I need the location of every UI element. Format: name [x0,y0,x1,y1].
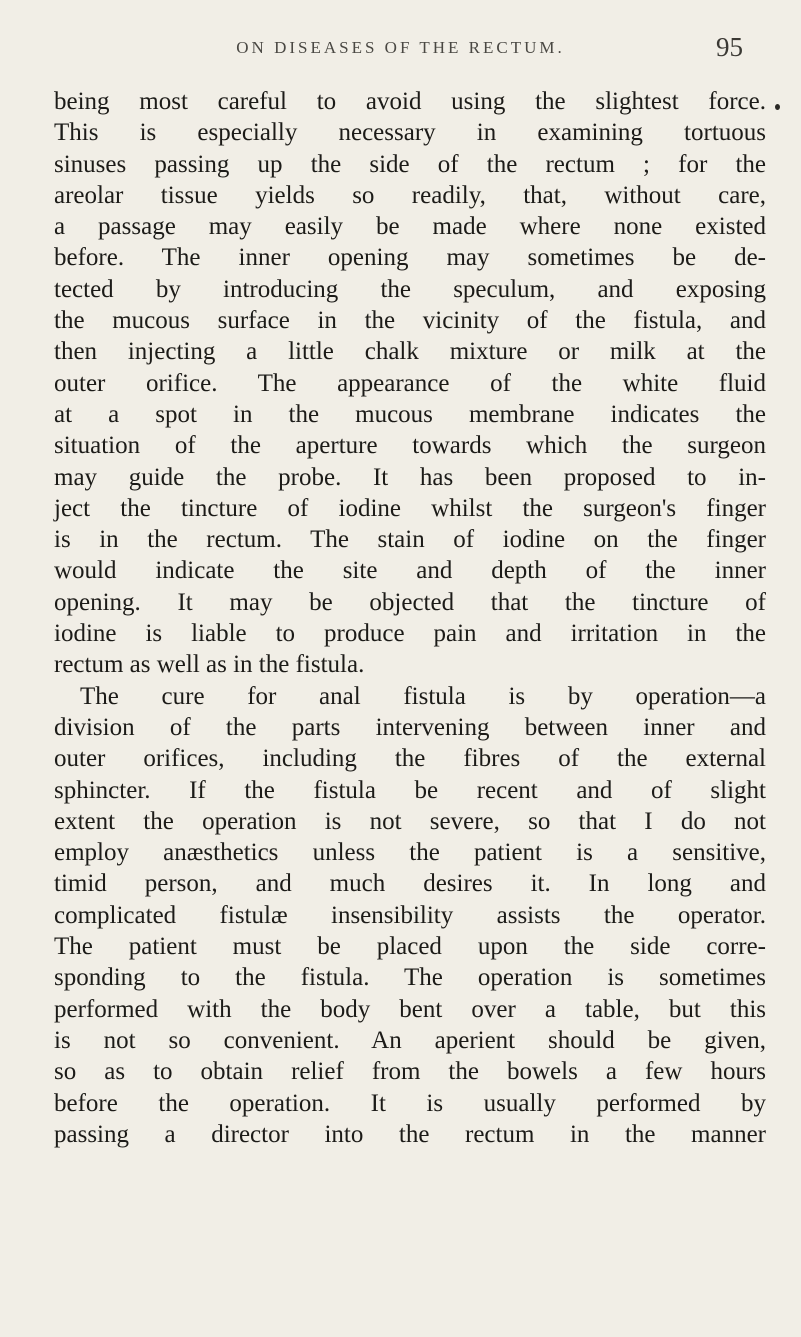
text-line: before. The inner opening may sometimes be de- [54,244,766,272]
text-line: is not so convenient. An aperient should be given, [54,1026,766,1054]
text-line: is in the rectum. The stain of iodine on the finger [54,526,766,554]
body-text [54,86,766,1150]
text-line: tected by introducing the speculum, and exposing [54,275,766,303]
running-head [0,30,801,60]
text-line: areolar tissue yields so readily, that, without care, [54,181,766,209]
text-line: employ anæsthetics unless the patient is a sensitive, [54,839,766,867]
text-line: division of the parts intervening between inner and [54,713,766,741]
text-line: outer orifice. The appearance of the white fluid [54,369,766,397]
text-line: rectum as well as in the fistula. [54,651,365,679]
text-line: at a spot in the mucous membrane indicates the [54,400,766,428]
text-line: before the operation. It is usually performed by [54,1089,766,1117]
text-line: iodine is liable to produce pain and irritation in the [54,620,766,648]
text-line: performed with the body bent over a table, but this [54,995,766,1023]
page-number: 95 [716,32,743,62]
text-line: situation of the aperture towards which the surgeon [54,432,766,460]
text-line: The patient must be placed upon the side corre- [54,933,766,961]
text-line: outer orifices, including the fibres of the external [54,745,766,773]
paragraph-start-line: The cure for anal fistula is by operation—a [80,682,766,710]
text-line: may guide the probe. It has been proposed to in- [54,463,766,491]
text-line: ject the tincture of iodine whilst the surgeon's finger [54,494,766,522]
text-line: opening. It may be objected that the tincture of [54,588,766,616]
text-line: the mucous surface in the vicinity of the fistula, and [54,307,766,335]
text-line: timid person, and much desires it. In long and [54,870,766,898]
running-title: ON DISEASES OF THE RECTUM. [236,38,565,57]
text-line: sinuses passing up the side of the rectum ; for the [54,150,766,178]
text-line: sphincter. If the fistula be recent and of slight [54,776,766,804]
text-line: passing a director into the rectum in the manner [54,1120,766,1148]
margin-mark [775,104,780,110]
text-line: a passage may easily be made where none existed [54,213,766,241]
text-line: This is especially necessary in examining tortuous [54,119,766,147]
text-line: complicated fistulæ insensibility assists the operator. [54,901,766,929]
text-line: then injecting a little chalk mixture or milk at the [54,338,766,366]
text-line: being most careful to avoid using the slightest force. [54,88,766,115]
text-line: would indicate the site and depth of the inner [54,557,766,585]
text-line: extent the operation is not severe, so that I do not [54,807,766,835]
text-line: so as to obtain relief from the bowels a few hours [54,1058,766,1086]
text-line: sponding to the fistula. The operation is sometimes [54,964,766,992]
